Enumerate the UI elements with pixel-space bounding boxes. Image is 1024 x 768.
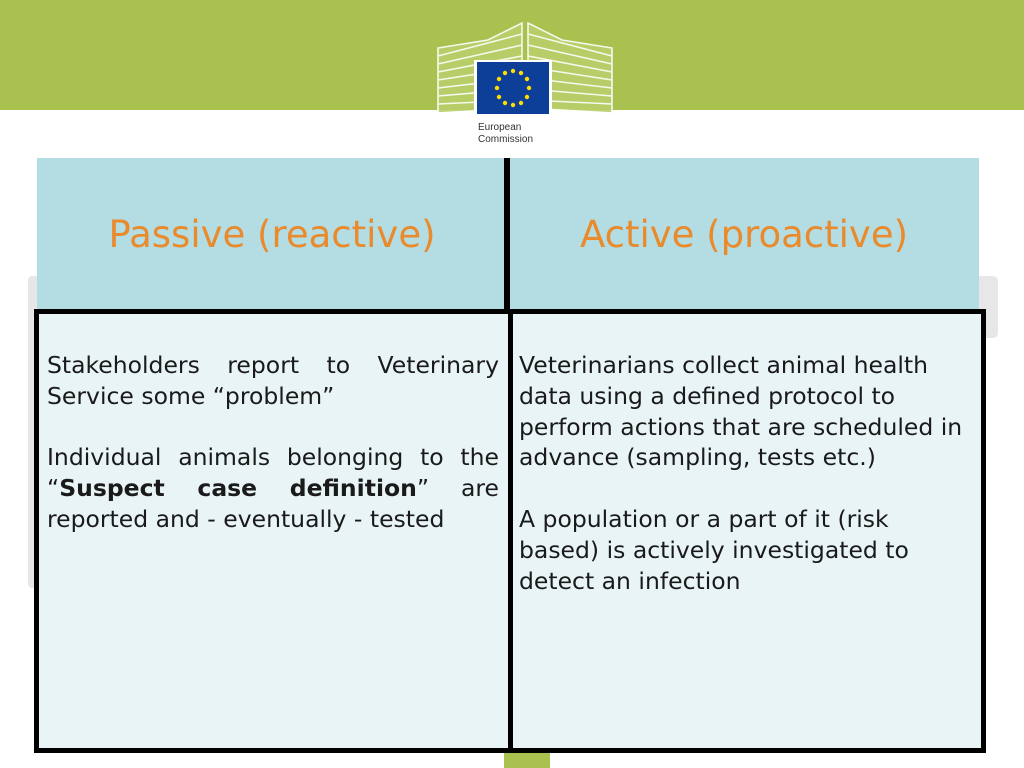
active-paragraph-1: Veterinarians collect animal health data using a defined protocol to perform actions that are scheduled in advance (sampling, tests etc.) bbox=[519, 351, 963, 472]
passive-paragraph-2 bbox=[47, 442, 499, 534]
suspect-case-definition: Suspect case definition bbox=[59, 474, 417, 503]
header-passive: Passive (reactive) bbox=[108, 212, 436, 256]
eu-flag-icon bbox=[477, 62, 549, 114]
header-divider bbox=[504, 158, 510, 312]
ec-logo bbox=[430, 18, 620, 148]
passive-paragraph-1: Stakeholders report to Veterinary Service some “problem” bbox=[47, 351, 499, 410]
table-body bbox=[34, 309, 986, 753]
active-paragraph-2: A population or a part of it (risk based) is actively investigated to detect an infection bbox=[519, 504, 909, 595]
logo-wordmark bbox=[478, 122, 552, 146]
passive-column bbox=[47, 350, 499, 535]
logo-line-2: Commission bbox=[478, 134, 534, 145]
body-divider bbox=[508, 314, 513, 748]
passive-p2-after: ” are reported and - eventually - tested bbox=[47, 474, 499, 533]
logo-line-1: European bbox=[478, 122, 522, 133]
header-active: Active (proactive) bbox=[579, 212, 909, 256]
active-column bbox=[519, 350, 971, 596]
logo-card bbox=[474, 60, 552, 170]
passive-p2-before: Individual animals belonging to the “ bbox=[47, 443, 499, 503]
